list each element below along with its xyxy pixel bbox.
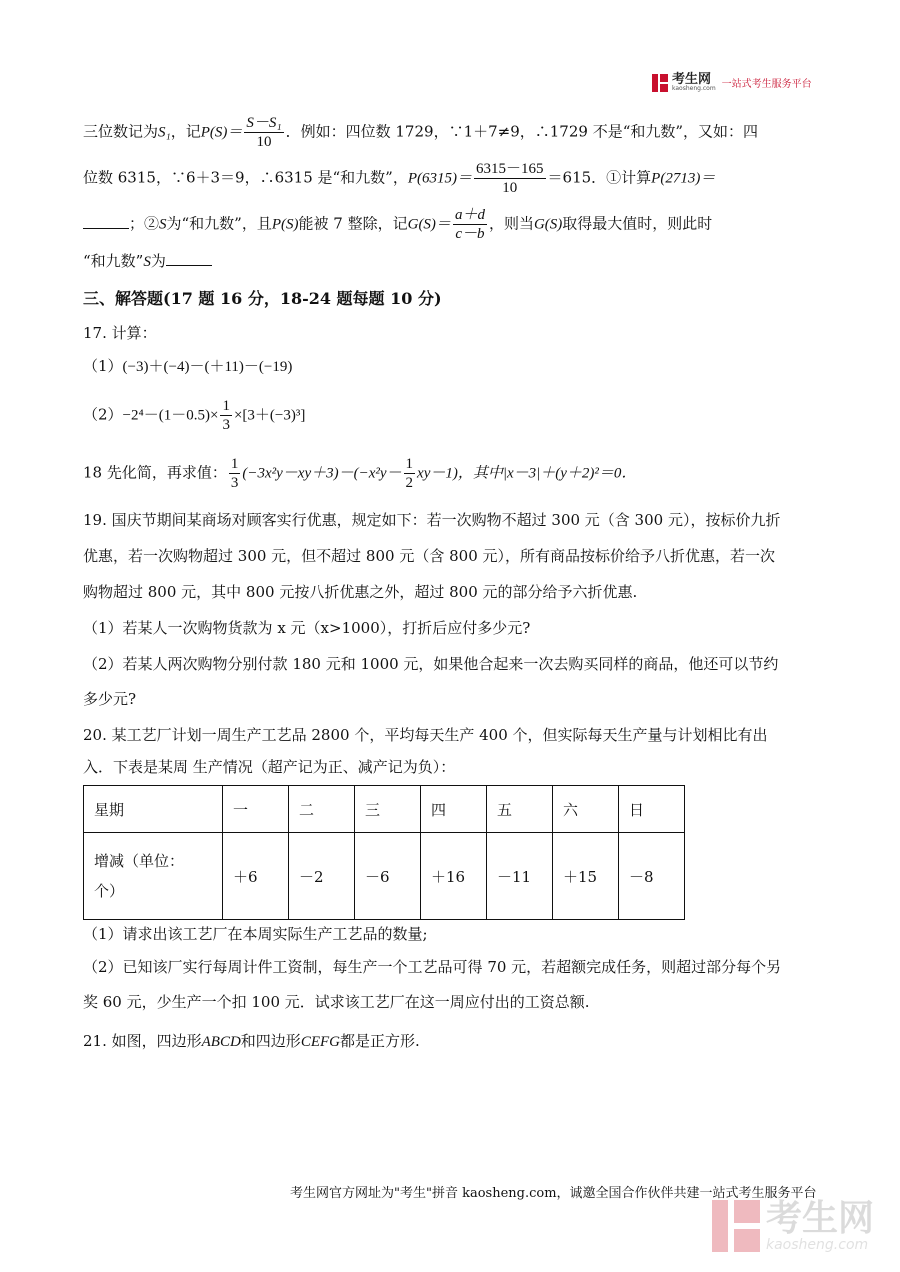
math-s: S <box>143 254 151 270</box>
table-cell: 四 <box>421 786 487 833</box>
table-cell: ＋15 <box>553 833 619 920</box>
kaosheng-logo-icon <box>652 74 668 92</box>
table-cell: 三 <box>355 786 421 833</box>
watermark-domain: kaosheng.com <box>766 1237 869 1253</box>
math-s: S <box>159 216 167 233</box>
frac-num: 6315－165 <box>476 161 544 177</box>
q17-part-2 <box>83 397 840 434</box>
text: “和九数” <box>83 252 144 270</box>
q21 <box>83 1030 840 1053</box>
math-expr: −2⁴－(1－0.5)× <box>122 407 219 424</box>
q19-part-2b: 多少元? <box>83 690 137 708</box>
table-cell: ＋16 <box>421 833 487 920</box>
text: 取得最大值时，则此时 <box>562 214 713 233</box>
text: 能被 7 整除，记 <box>298 214 408 233</box>
math-s1: S₁ <box>158 124 171 141</box>
math-ps: P(S) <box>271 216 299 233</box>
text: 为“和九数”，且 <box>166 214 272 233</box>
text: 21. 如图，四边形 <box>83 1032 202 1050</box>
table-cell: 六 <box>553 786 619 833</box>
text: ；② <box>129 214 160 233</box>
intro-line-4 <box>83 250 840 273</box>
math-expr: ×[3＋(−3)³] <box>233 407 306 424</box>
q20-part-2b: 奖 60 元，少生产一个扣 100 元．试求该工艺厂在这一周应付出的工资总额. <box>83 993 590 1011</box>
text: 18 先化简，再求值： <box>83 463 227 482</box>
logo-domain: kaosheng.com <box>672 85 716 92</box>
answer-blank-1 <box>83 214 129 229</box>
frac-den: 3 <box>230 475 239 491</box>
fraction-s-minus-s1 <box>244 114 283 151</box>
text: ，记 <box>170 122 201 141</box>
table-cell: 星期 <box>84 786 223 833</box>
table-cell: －11 <box>487 833 553 920</box>
math-condition: ，其中|x－3|＋(y＋2)²＝0． <box>457 465 637 482</box>
q19-line-3: 购物超过 800 元，其中 800 元按八折优惠之外，超过 800 元的部分给予六折优惠. <box>83 583 638 601</box>
q20-line-2: 入．下表是某周 生产情况（超产记为正、减产记为负）： <box>83 758 456 776</box>
math-cefg: CEFG <box>300 1034 340 1050</box>
frac-den: 2 <box>405 475 414 491</box>
watermark-name: 考生网 <box>766 1198 875 1239</box>
math-abcd: ABCD <box>201 1034 241 1050</box>
fraction-a-plus-d <box>453 206 487 243</box>
q20-line-1: 20. 某工艺厂计划一周生产工艺品 2800 个，平均每天生产 400 个，但实际每天生产量与计划相比有出 <box>83 726 768 744</box>
row-label-line: 个） <box>94 882 125 900</box>
q19-part-1: （1）若某人一次购物货款为 x 元（x>1000），打折后应付多少元? <box>83 619 531 637</box>
q17-title: 17. 计算： <box>83 324 157 342</box>
math-expr: (−3x²y－xy＋3)－(−x²y－ <box>242 465 402 482</box>
frac-num: 1 <box>230 456 239 472</box>
frac-den: 10 <box>256 134 272 150</box>
q19-line-2: 优惠，若一次购物超过 300 元，但不超过 800 元（含 800 元），所有商品按标价给予八折优惠，若一次 <box>83 547 776 565</box>
row-label-line: 增减（单位： <box>94 852 185 870</box>
text: 都是正方形. <box>339 1032 420 1050</box>
math-gs: G(S)＝ <box>407 216 451 233</box>
table-header-row <box>84 786 685 833</box>
table-row <box>84 833 685 920</box>
text: ＝615．①计算 <box>547 168 652 187</box>
intro-line-1 <box>83 114 840 151</box>
header-tagline: 一站式考生服务平台 <box>721 79 812 90</box>
table-cell: －6 <box>355 833 421 920</box>
math-p2713: P(2713)＝ <box>651 170 716 187</box>
q19-line-1: 19. 国庆节期间某商场对顾客实行优惠，规定如下：若一次购物不超过 300 元（含 300 元），按标价九折 <box>83 511 781 529</box>
math-ps: P(S)＝ <box>200 124 243 141</box>
frac-den: 3 <box>222 417 230 433</box>
q17-part-1 <box>83 355 840 378</box>
frac-num: S－S₁ <box>246 115 282 131</box>
footer-text: 考生网官方网址为"考生"拼音 kaosheng.com，诚邀全国合作伙伴共建一站式考生服务平台 <box>290 1186 817 1201</box>
label: （2） <box>83 405 123 424</box>
frac-num: 1 <box>405 456 414 472</box>
intro-line-3 <box>83 206 840 243</box>
table-cell: 一 <box>223 786 289 833</box>
watermark <box>712 1200 874 1252</box>
math-expr: xy－1) <box>417 465 458 482</box>
header-logo <box>652 73 812 92</box>
frac-den: c－b <box>455 226 485 242</box>
q18 <box>83 455 840 492</box>
fraction-one-half <box>404 455 416 492</box>
fraction-6315 <box>474 160 546 197</box>
table-row-label <box>84 833 223 920</box>
text: 为 <box>150 252 166 270</box>
table-cell: 二 <box>289 786 355 833</box>
frac-num: 1 <box>222 398 230 414</box>
logo-name: 考生网 <box>672 72 712 87</box>
text: 和四边形 <box>240 1032 301 1050</box>
fraction-one-third <box>220 397 232 434</box>
frac-num: a＋d <box>454 207 485 223</box>
fraction-one-third <box>229 455 241 492</box>
text: 三位数记为 <box>83 122 159 141</box>
q19-part-2a: （2）若某人两次购物分别付款 180 元和 1000 元，如果他合起来一次去购买同样的商品，他还可以节约 <box>83 655 779 673</box>
section-heading: 三、解答题(17 题 16 分，18-24 题每题 10 分) <box>83 289 442 308</box>
text: ．例如：四位数 1729，∵1＋7≠9，∴1729 不是“和九数”，又如：四 <box>285 122 759 141</box>
table-cell: 五 <box>487 786 553 833</box>
kaosheng-watermark-icon <box>712 1200 760 1252</box>
math-expr: (−3)＋(−4)－(＋11)－(−19) <box>122 359 293 375</box>
q20-part-1: （1）请求出该工艺厂在本周实际生产工艺品的数量; <box>83 925 428 943</box>
table-cell: －8 <box>619 833 685 920</box>
text: 位数 6315，∵6＋3＝9，∴6315 是“和九数”， <box>83 168 408 187</box>
table-cell: －2 <box>289 833 355 920</box>
answer-blank-2 <box>166 251 212 266</box>
math-p6315: P(6315)＝ <box>407 170 473 187</box>
table-cell: 日 <box>619 786 685 833</box>
production-table <box>83 785 685 920</box>
table-cell: ＋6 <box>223 833 289 920</box>
frac-den: 10 <box>502 180 518 196</box>
math-gs: G(S) <box>533 216 563 233</box>
q20-part-2a: （2）已知该厂实行每周计件工资制，每生产一个工艺品可得 70 元，若超额完成任务，则超过部分每个另 <box>83 958 782 976</box>
label: （1） <box>83 357 123 375</box>
text: ，则当 <box>488 214 534 233</box>
intro-line-2 <box>83 160 840 197</box>
